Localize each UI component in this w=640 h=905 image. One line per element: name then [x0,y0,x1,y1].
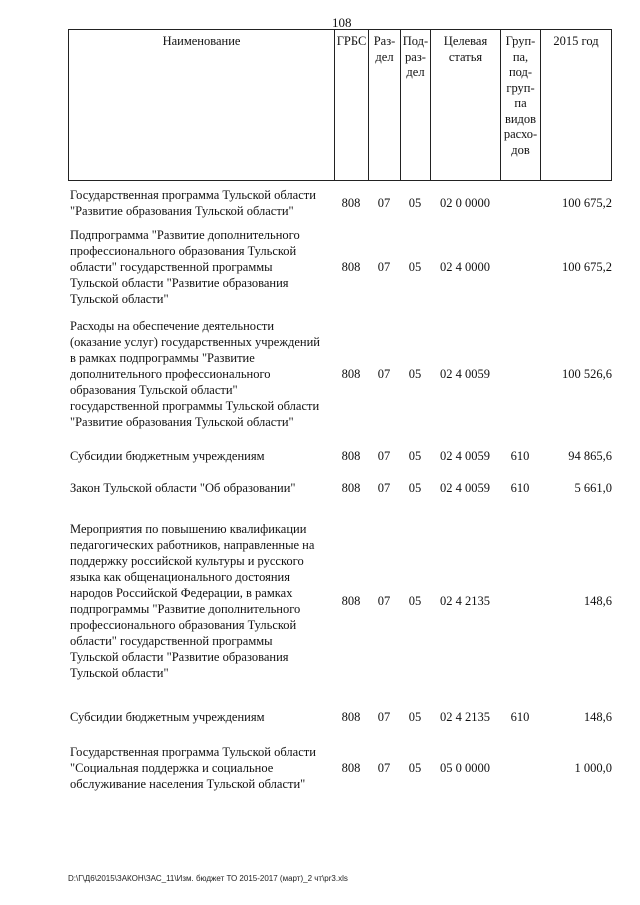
row-podrazdel: 05 [408,196,422,210]
row-name: Расходы на обеспечение деятельности (оказание услуг) государственных учреждений в рамках подпрограммы "Развитие дополнительного профессионального образования Тульской области" государственной программы Тульской области "Развитие образования Тульской области" [70,319,320,429]
row-podrazdel: 05 [408,449,422,463]
row-target: 02 4 2135 [440,594,490,608]
row-podrazdel: 05 [408,710,422,724]
row-target: 02 4 0059 [440,449,490,463]
row-amount: 1 000,0 [574,761,612,775]
row-razdel: 07 [377,196,391,210]
row-podrazdel: 05 [408,761,422,775]
row-target: 02 4 0059 [440,367,490,381]
row-grbs: 808 [341,260,361,274]
row-amount: 148,6 [583,710,612,724]
header-group: Груп- па, под- груп- па видов расхо- дов [500,30,540,180]
row-grbs: 808 [341,367,361,381]
row-podrazdel: 05 [408,594,422,608]
row-target: 02 4 0059 [440,481,490,495]
header-razdel: Раз- дел [368,30,400,180]
row-amount: 100 675,2 [562,196,612,210]
header-grbs: ГРБС [334,30,368,180]
row-razdel: 07 [377,594,391,608]
row-name: Субсидии бюджетным учреждениям [70,710,265,724]
row-name: Государственная программа Тульской области "Социальная поддержка и социальное обслуживание населения Тульской области" [70,745,316,791]
row-grbs: 808 [341,761,361,775]
row-grbs: 808 [341,594,361,608]
row-podrazdel: 05 [408,481,422,495]
table-header [68,29,612,181]
row-razdel: 07 [377,260,391,274]
row-razdel: 07 [377,481,391,495]
row-grbs: 808 [341,196,361,210]
row-name: Закон Тульской области "Об образовании" [70,481,296,495]
row-name: Государственная программа Тульской области "Развитие образования Тульской области" [70,188,316,218]
row-target: 02 0 0000 [440,196,490,210]
header-name: Наименование [68,30,334,180]
row-razdel: 07 [377,710,391,724]
row-name: Мероприятия по повышению квалификации педагогических работников, направленные на поддержку российской культуры и русского языка как общенационального достояния народов Российской Федерации, в рамках подпрограммы "Развитие дополнительного профессионального образования Тульской области" государственной программы Тульской области "Развитие образования Тульской области" [70,522,315,680]
row-amount: 100 526,6 [562,367,612,381]
header-podrazdel: Под- раз- дел [400,30,430,180]
row-group: 610 [510,710,530,724]
row-name: Подпрограмма "Развитие дополнительного профессионального образования Тульской области" государственной программы Тульской области "Развитие образования Тульской области" [70,228,300,306]
row-razdel: 07 [377,367,391,381]
header-year: 2015 год [540,30,612,180]
file-path-footer: D:\Г\Д6\2015\ЗАКОН\ЗАС_11\Изм. бюджет ТО 2015-2017 (март)_2 чт\pr3.xls [68,874,348,883]
header-target: Целевая статья [430,30,500,180]
row-amount: 148,6 [583,594,612,608]
row-amount: 94 865,6 [568,449,612,463]
row-grbs: 808 [341,449,361,463]
page-number: 108 [332,15,352,30]
row-amount: 5 661,0 [574,481,612,495]
row-razdel: 07 [377,449,391,463]
row-grbs: 808 [341,710,361,724]
row-grbs: 808 [341,481,361,495]
row-group: 610 [510,481,530,495]
row-amount: 100 675,2 [562,260,612,274]
row-podrazdel: 05 [408,367,422,381]
row-razdel: 07 [377,761,391,775]
row-podrazdel: 05 [408,260,422,274]
row-group: 610 [510,449,530,463]
row-target: 02 4 2135 [440,710,490,724]
row-name: Субсидии бюджетным учреждениям [70,449,265,463]
row-target: 02 4 0000 [440,260,490,274]
row-target: 05 0 0000 [440,761,490,775]
